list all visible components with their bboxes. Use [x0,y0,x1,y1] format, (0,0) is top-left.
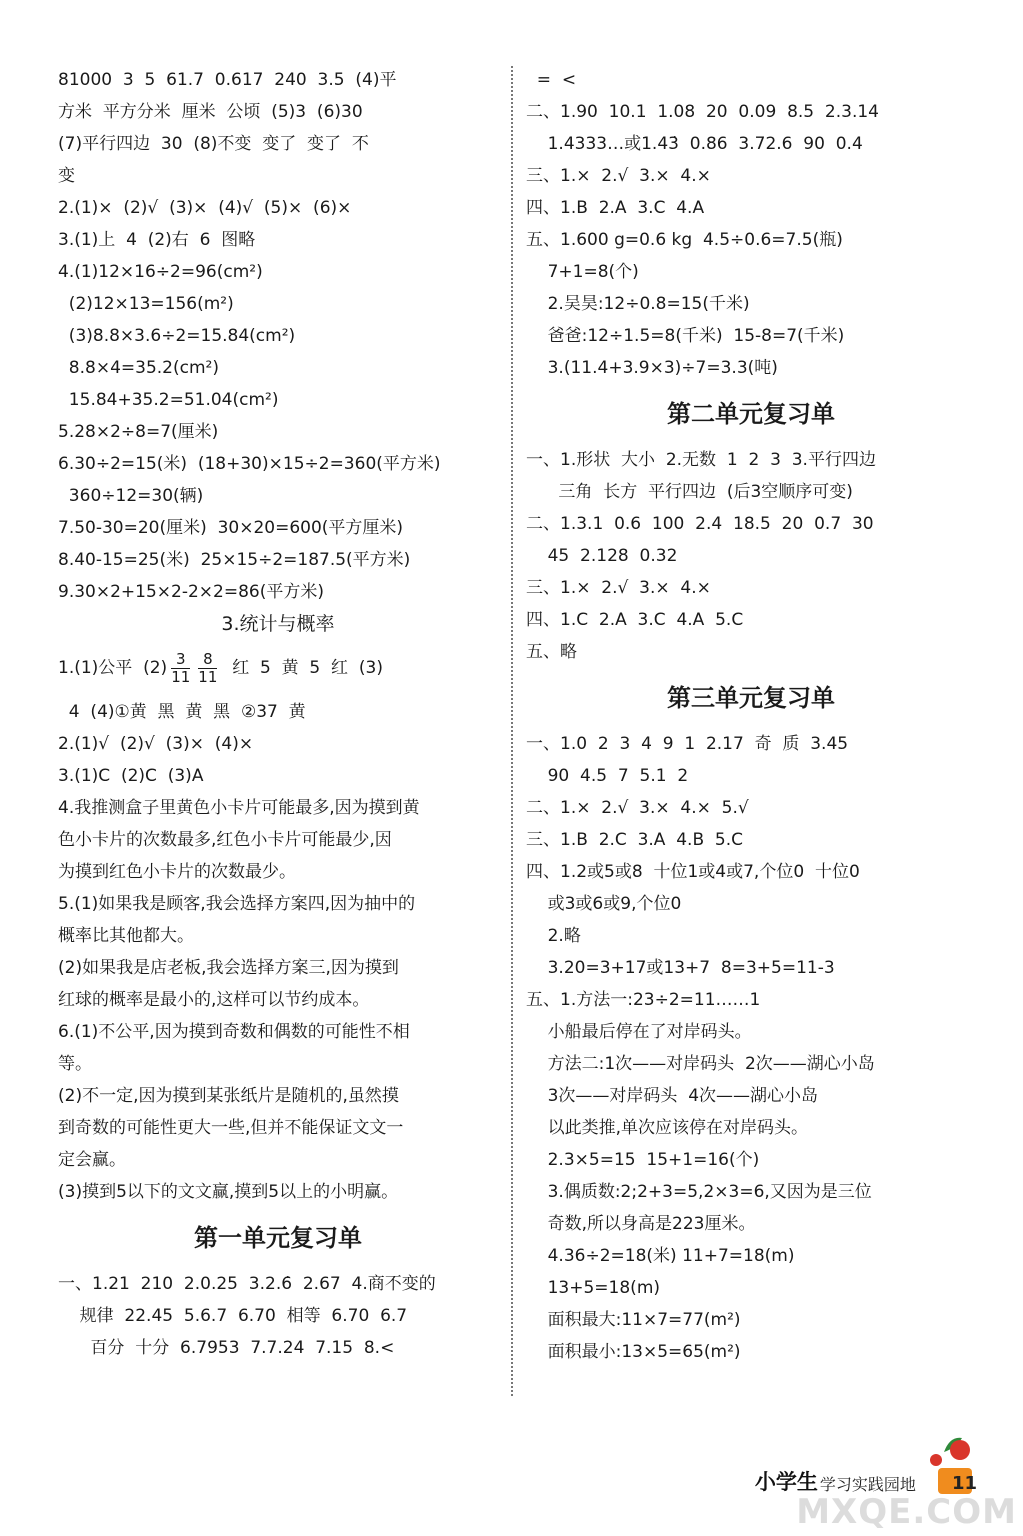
answer-block-1 [58,64,498,608]
fraction-8-11 [198,651,217,686]
answer-block-6 [526,728,976,1368]
frac-line-suffix: 红 5 黄 5 红 (3) [221,658,383,678]
answer-line: 3次——对岸码头 4次——湖心小岛 [526,1086,819,1106]
answer-block-2 [58,696,498,1208]
answer-line: 二、1.× 2.√ 3.× 4.× 5.√ [526,798,749,818]
answer-line: 13+5=18(m) [526,1278,661,1298]
answer-line: 9.30×2+15×2-2×2=86(平方米) [58,582,324,602]
answer-line: 变 [58,166,75,186]
answer-line: 5.28×2÷8=7(厘米) [58,422,219,442]
answer-block-5 [526,444,976,668]
answer-line: 方米 平方分米 厘米 公顷 (5)3 (6)30 [58,102,363,122]
unit2-heading: 第二单元复习单 [667,400,835,428]
answer-line: 4.36÷2=18(米) 11+7=18(m) [526,1246,795,1266]
answer-line: 方法二:1次——对岸码头 2次——湖心小岛 [526,1054,875,1074]
answer-line: 奇数,所以身高是223厘米。 [526,1214,756,1234]
answer-line: 一、1.21 210 2.0.25 3.2.6̇ 2.67 4.商不变的 [58,1274,436,1294]
column-divider [511,66,513,1396]
answer-line: 8.8×4=35.2(cm²) [58,358,219,378]
section-title-statistics: 3.统计与概率 [221,613,335,635]
answer-line: (3)8.8×3.6÷2=15.84(cm²) [58,326,296,346]
unit1-heading: 第一单元复习单 [194,1224,362,1252]
answer-line: 等。 [58,1054,92,1074]
footer-brand [755,1434,977,1496]
answer-line: 360÷12=30(辆) [58,486,204,506]
answer-line: 三、1.× 2.√ 3.× 4.× [526,166,711,186]
frac1-numerator: 3 [171,651,190,669]
answer-line: 定会赢。 [58,1150,126,1170]
answer-line: (7)平行四边 30 (8)不变 变了 变了 不 [58,134,369,154]
answer-line: 三、1.× 2.√ 3.× 4.× [526,578,711,598]
answer-line: 一、1.0 2 3 4 9 1 2.17 奇 质 3.45 [526,734,849,754]
answer-line: 五、1.600 g=0.6 kg 4.5÷0.6=7.5(瓶) [526,230,843,250]
answer-line: 2.略 [526,926,581,946]
answer-line: 15.84+35.2=51.04(cm²) [58,390,279,410]
answer-line: 4 (4)①黄 黑 黄 黑 ②37 黄 [58,702,306,722]
answer-line: 四、1.B 2.A 3.C 4.A [526,198,705,218]
brand-title: 小学生 [754,1470,818,1494]
answer-line: 一、1.形状 大小 2.无数 1 2 3 3.平行四边 [526,450,876,470]
answer-line: 4.(1)12×16÷2=96(cm²) [58,262,263,282]
answer-line: (2)如果我是店老板,我会选择方案三,因为摸到 [58,958,399,978]
answer-line: 四、1.2或5或8 十位1或4或7,个位0 十位0 [526,862,860,882]
answer-line: 2.吴昊:12÷0.8=15(千米) [526,294,750,314]
answer-line: 规律 22.45 5.6.7 6.70 相等 6.70 6.7 [58,1306,408,1326]
answer-line: 色小卡片的次数最多,红色小卡片可能最少,因 [58,830,392,850]
answer-line: 5.(1)如果我是顾客,我会选择方案四,因为抽中的 [58,894,416,914]
answer-block-4 [526,64,976,384]
answer-line: 二、1.3.1 0.6 100 2.4 18.5 20 0.7 30 [526,514,874,534]
watermark: MXQE.COM [796,1492,1017,1532]
right-column [526,64,976,1368]
answer-line: 红球的概率是最小的,这样可以节约成本。 [58,990,370,1010]
answer-line: 面积最小:13×5=65(m²) [526,1342,741,1362]
answer-line: 四、1.C 2.A 3.C 4.A 5.C [526,610,744,630]
answer-line: 小船最后停在了对岸码头。 [526,1022,752,1042]
answer-line: 3.20=3+17或13+7 8=3+5=11-3 [526,958,835,978]
brand-subtitle: 学习实践园地 [819,1475,916,1494]
answer-line: 1.4333…或1.43̇ 0.86 3.72.6 90 0.4 [526,134,863,154]
answer-line: 6.(1)不公平,因为摸到奇数和偶数的可能性不相 [58,1022,410,1042]
answer-block-3 [58,1268,498,1364]
answer-line: 81000 3 5 61.7 0.617 240 3.5 (4)平 [58,70,397,90]
answer-line: 二、1.90 10.1 1.08 20 0.09 8.5 2.3.14 [526,102,879,122]
answer-line: 45 2.128 0.32 [526,546,678,566]
unit3-heading: 第三单元复习单 [667,684,835,712]
answer-line: (2)不一定,因为摸到某张纸片是随机的,虽然摸 [58,1086,399,1106]
answer-line: 2.3×5=15 15+1=16(个) [526,1150,760,1170]
answer-line: 3.(1)C (2)C (3)A [58,766,204,786]
fraction-answer-line [58,640,498,696]
answer-line: 面积最大:11×7=77(m²) [526,1310,741,1330]
frac-line-prefix: 1.(1)公平 (2) [58,658,168,678]
answer-line: 百分 十分 6.7953 7.7.24 7.15 8.< [58,1338,395,1358]
answer-line: 到奇数的可能性更大一些,但并不能保证文文一 [58,1118,404,1138]
page-number: 11 [951,1473,977,1494]
answer-line: 三角 长方 平行四边 (后3空顺序可变) [526,482,853,502]
answer-line: 概率比其他都大。 [58,926,194,946]
left-column [58,64,498,1364]
answer-line: 6.30÷2=15(米) (18+30)×15÷2=360(平方米) [58,454,441,474]
answer-line: (3)摸到5以下的文文赢,摸到5以上的小明赢。 [58,1182,399,1202]
answer-line: 2.(1)√ (2)√ (3)× (4)× [58,734,254,754]
answer-line: 五、1.方法一:23÷2=11……1 [526,990,761,1010]
answer-line: 4.我推测盒子里黄色小卡片可能最多,因为摸到黄 [58,798,420,818]
frac2-numerator: 8 [198,651,217,669]
answer-line: 为摸到红色小卡片的次数最少。 [58,862,296,882]
fraction-3-11 [171,651,190,686]
answer-line: 3.偶质数:2;2+3=5,2×3=6,又因为是三位 [526,1182,872,1202]
answer-line: 爸爸:12÷1.5=8(千米) 15-8=7(千米) [526,326,845,346]
answer-line: = < [526,70,577,90]
answer-line: 7+1=8(个) [526,262,639,282]
frac2-denominator: 11 [198,667,218,686]
answer-line: (2)12×13=156(m²) [58,294,234,314]
answer-line: 3.(1)上 4 (2)右 6 图略 [58,230,256,250]
answer-line: 三、1.B 2.C 3.A 4.B 5.C [526,830,744,850]
answer-line: 7.50-30=20(厘米) 30×20=600(平方厘米) [58,518,404,538]
answer-line: 90 4.5 7 5.1 2 [526,766,689,786]
answer-line: 以此类推,单次应该停在对岸码头。 [526,1118,809,1138]
answer-line: 3.(11.4+3.9×3)÷7=3.3(吨) [526,358,778,378]
answer-line: 或3或6或9,个位0 [526,894,682,914]
answer-line: 五、略 [526,642,577,662]
answer-line: 8.40-15=25(米) 25×15÷2=187.5(平方米) [58,550,411,570]
answer-line: 2.(1)× (2)√ (3)× (4)√ (5)× (6)× [58,198,352,218]
frac1-denominator: 11 [171,667,191,686]
